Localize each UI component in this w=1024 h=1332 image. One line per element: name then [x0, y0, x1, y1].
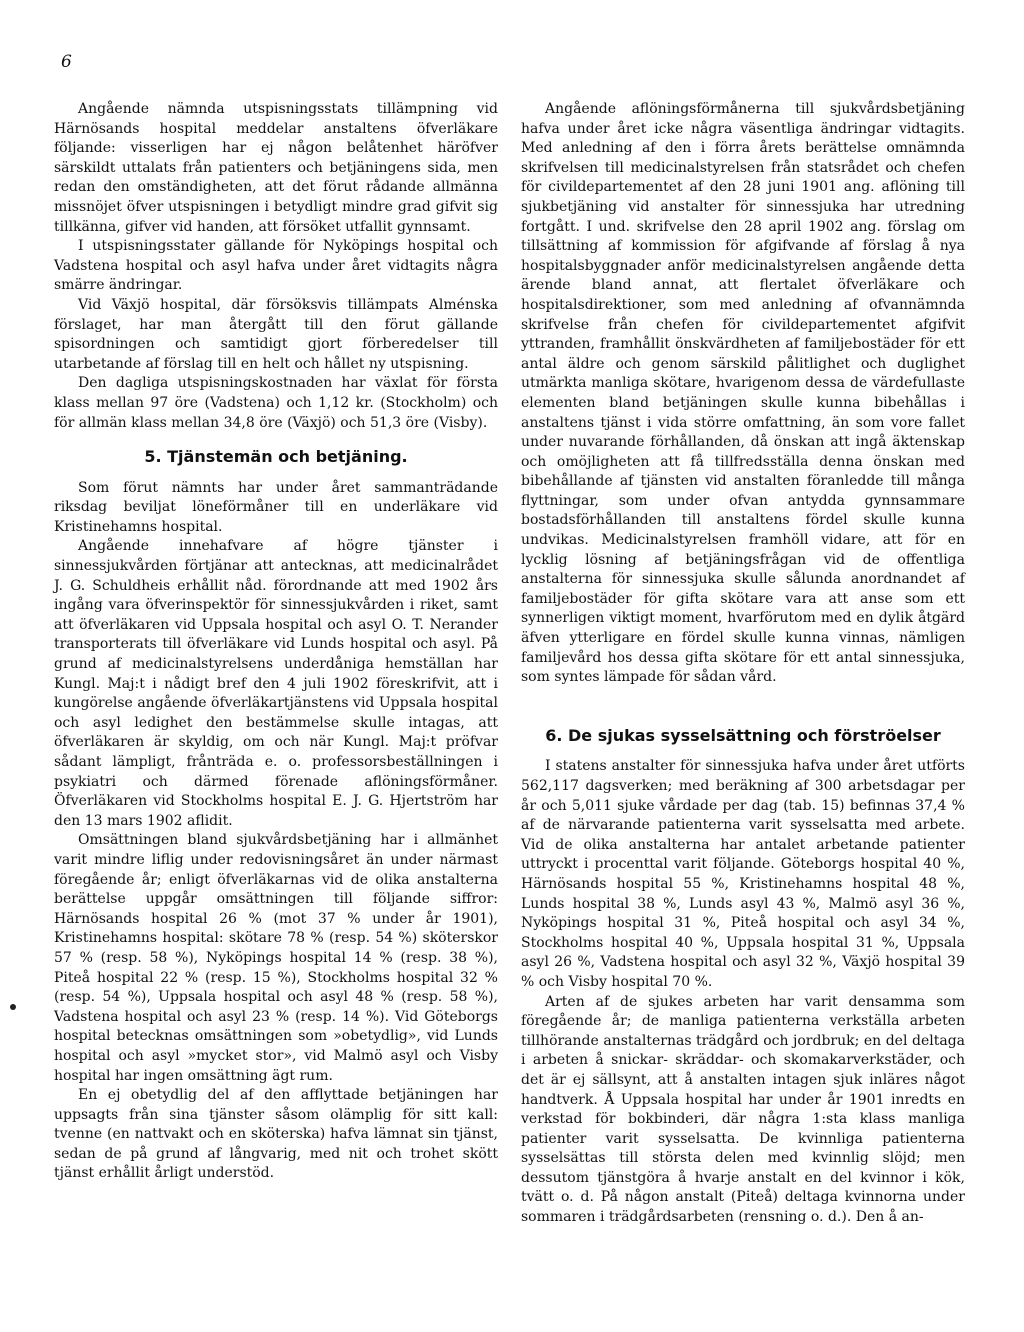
paragraph-riksdag: Som förut nämnts har under året sammanträdande riksdag beviljat löneförmåner till en underläkare vid Kristinehamns hospital.	[54, 479, 498, 535]
margin-mark	[10, 1004, 16, 1010]
paragraph-senior-posts: Angående innehafvare af högre tjänster i sinnessjukvården förtjänar att antecknas, att medicinalrådet J. G. Schuldheis erhållit nåd. förordnande att med 1902 års ingång vara öfverinspektör för sinnessjukvården i riket, samt att öfverläkaren vid Uppsala hospital och asyl O. T. Nerander transporterats till öfverläkare vid Lunds hospital och asyl. På grund af medicinalstyrelsens underdåniga hemställan har Kungl. Maj:t i nådigt bref den 4 juli 1902 föreskrifvit, att i kungörelse angående öfverläkartjänstens vid Uppsala hospital och asyl ledighet den bestämmelse skulle intagas, att öfverläkaren är skyldig, om och när Kungl. Maj:t pröfvar sådant lämpligt, frånträda e. o. professorsbeställningen i psykiatri och därmed förenade aflöningsförmåner. Öfverläkaren vid Stockholms hospital E. J. G. Hjertström har den 13 mars 1902 aflidit.	[54, 538, 498, 829]
paragraph-staff-turnover: Omsättningen bland sjukvårdsbetjäning har i allmänhet varit mindre liflig under redovisningsåret än under närmast föregående år; enligt öfverläkarnas vid de olika anstalterna berättelse uppgår omsättningen till följande siffror: Härnösands hospital 26 % (mot 37 % under år 1901), Kristinehamns hospital: skötare 78 % (resp. 54 %) sköterskor 57 % (resp. 58 %), Nyköpings hospital 14 % (resp. 38 %), Piteå hospital 22 % (resp. 15 %), Stockholms hospital 32 % (resp. 54 %), Uppsala hospital och asyl 48 % (resp. 58 %), Vadstena hospital och asyl 23 % (resp. 14 %). Vid Göteborgs hospital betecknas omsättningen som »obetydlig», vid Lunds hospital och asyl »mycket stor», vid Malmö asyl och Visby hospital har ingen omsättning ägt rum.	[54, 832, 498, 1084]
paragraph-workdays: I statens anstalter för sinnessjuka hafva under året utförts 562,117 dagsverken; med beräkning af 300 arbetsdagar per år och 5,011 sjuke vårdade per dag (tab. 15) befinnas 37,4 % af de närvarande patienterna varit sysselsatta med arbete. Vid de olika anstalterna har antalet arbetande patienter uttryckt i procenttal varit följande. Göteborgs hospital 40 %, Härnösands hospital 55 %, Kristinehamns hospital 48 %, Lunds hospital 38 %, Lunds asyl 43 %, Malmö asyl 36 %, Nyköpings hospital 31 %, Piteå hospital och asyl 34 %, Stockholms hospital 40 %, Uppsala hospital 31 %, Uppsala asyl 26 %, Vadstena hospital och asyl 32 %, Växjö hospital 39 % och Visby hospital 70 %.	[521, 758, 965, 990]
paragraph-dismissals: En ej obetydlig del af den afflyttade betjäningen har uppsagts från sina tjänster såsom olämplig för sitt kall: tvenne (en nattvakt och en sköterska) hafva lämnat sin tjänst, sedan de på grund af långvarig, med nit och trohet skött tjänst erhållit årligt understöd.	[54, 1087, 498, 1182]
paragraph-vaxjo-diet: Vid Växjö hospital, där försöksvis tillämpats Alménska förslaget, har man återgått till den förut gällande spisordningen och samtidigt gjort förberedelser till utarbetande af förslag till en helt och hållet ny utspisning.	[54, 296, 498, 372]
section-heading-staff: 5. Tjänstemän och betjäning.	[144, 447, 408, 467]
paragraph-work-types: Arten af de sjukes arbeten har varit densamma som föregående år; de manliga patienterna verkställa arbeten tillhörande anstalternas trädgård och jordbruk; en del deltaga i arbeten å snickar- skräddar- och skomakarverkstäder, och det är ej sällsynt, att å anstalten intagen sjuk inläres något handtverk. Å Uppsala hospital har under år 1901 inredts en verkstad för bokbinderi, där några 1:sta klass manliga patienter varit sysselsatta. De kvinnliga patienterna sysselsättas till största delen med kvinnlig slöjd; men dessutom tjänstgöra å hvarje anstalt en del kvinnor i kök, tvätt o. d. På någon anstalt (Piteå) deltaga kvinnorna under sommaren i trädgårdsarbeten (rensning o. d.). Den å an-	[521, 993, 965, 1226]
section-heading-occupation: 6. De sjukas sysselsättning och förströelser	[545, 725, 941, 745]
right-column	[521, 100, 965, 1228]
paragraph-salary-benefits: Angående aflöningsförmånerna till sjukvårdsbetjäning hafva under året icke några väsentliga ändringar vidtagits. Med anledning af den i förra årets berättelse omnämnda skrifvelsen till medicinalstyrelsen från statsrådet och chefen för civildepartementet af den 28 juni 1901 ang. aflöning till sjukbetjäning vid anstalter för sinnessjuka har utredning fortgått. I und. skrifvelse den 28 april 1902 ang. förslag om tillsättning af kommission för afgifvande af förslag å nya hospitalsbyggnader anför medicinalstyrelsen angående detta ärende bland annat, att flertalet öfverläkare och hospitalsdirektioner, som med anledning af ofvannämnda skrifvelse från chefen för civildepartementet afgifvit yttranden, framhållit önskvärdheten af familjebostäder för ett antal äldre och genom särskild pålitlighet och duglighet utmärkta manliga skötare, hvarigenom dessa de värdefullaste elementen bland betjäningen skulle kunna bibehållas i anstaltens tjänst i vida större omfattning, än som vore fallet under nuvarande förhållanden, då önskan att ingå äktenskap och omöjligheten att få tillfredsställa denna önskan med bibehållande af tjänsten vid anstalten föranledde till många flyttningar, som under ofvan antydda gynnsammare bostadsförhållanden till anstaltens fördel skulle kunna undvikas. Medicinalstyrelsen framhöll vidare, att för en lycklig lösning af betjäningsfrågan vid de offentliga anstalterna för sinnessjuka skulle sålunda anordnandet af familjebostäder för gifta skötare vara att anse som ett synnerligen viktigt moment, hvarförutom med en dylik åtgärd äfven ytterligare en fördel skulle kunna vinnas, nämligen familjevård hos dessa gifta skötare för ett antal sinnessjuka, som syntes lämpade för sådan vård.	[521, 101, 965, 686]
left-column	[54, 100, 498, 1184]
page-number: 6	[61, 52, 72, 72]
paragraph-harnosand-diet: Angående nämnda utspisningsstats tillämpning vid Härnösands hospital meddelar anstaltens öfverläkare följande: visserligen har ej någon belåtenhet häröfver särskildt uttalats från patienters och betjäningens sida, men redan den omständigheten, att det förut rådande allmänna missnöjet öfver utspisningen i betydligt mindre grad gifvit sig tillkänna, gifver vid handen, att försöket utfallit gynnsamt.	[54, 101, 498, 235]
paragraph-daily-cost: Den dagliga utspisningskostnaden har växlat för första klass mellan 97 öre (Vadstena) och 1,12 kr. (Stockholm) och för allmän klass mellan 34,8 öre (Växjö) och 51,3 öre (Visby).	[54, 375, 498, 431]
paragraph-diet-changes: I utspisningsstater gällande för Nyköpings hospital och Vadstena hospital och asyl hafva under året vidtagits några smärre ändringar.	[54, 238, 498, 294]
